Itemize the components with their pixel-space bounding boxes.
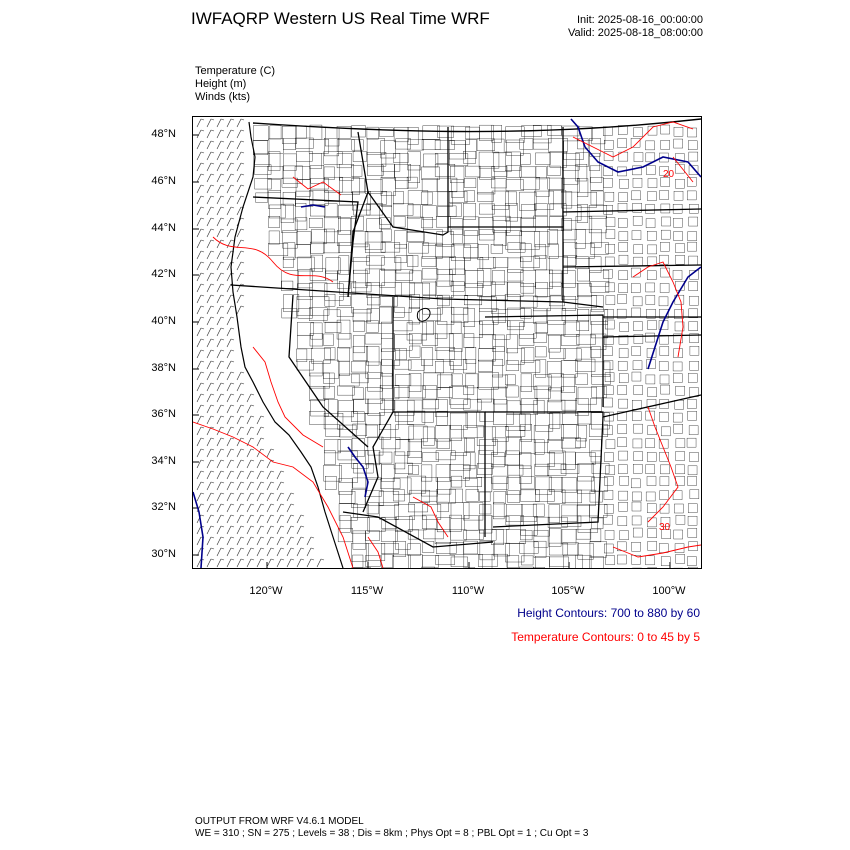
plot-title: IWFAQRP Western US Real Time WRF <box>191 9 490 28</box>
great-salt-lake <box>417 308 430 321</box>
field-winds: Winds (kts) <box>195 91 250 103</box>
lon-ticks <box>267 562 670 568</box>
field-temperature: Temperature (C) <box>195 65 276 77</box>
lon-label-115: 115°W <box>350 585 384 597</box>
map-plot <box>192 116 702 569</box>
model-config: WE = 310 ; SN = 275 ; Levels = 38 ; Dis = 8km ; Phys Opt = 8 ; PBL Opt = 1 ; Cu Opt = 3 <box>195 828 589 839</box>
contour-label-30: 30 <box>659 522 671 533</box>
lat-label-48: 48°N <box>151 128 176 140</box>
lon-label-105: 105°W <box>551 585 585 597</box>
height-contours <box>193 119 701 568</box>
lat-label-38: 38°N <box>151 362 176 374</box>
lat-label-46: 46°N <box>151 175 176 187</box>
lat-label-42: 42°N <box>151 268 176 280</box>
us-canada-border <box>253 119 701 132</box>
lon-label-100: 100°W <box>652 585 686 597</box>
lat-label-44: 44°N <box>151 222 176 234</box>
lon-label-110: 110°W <box>451 585 485 597</box>
county-borders <box>253 125 699 568</box>
lat-label-32: 32°N <box>151 501 176 513</box>
lat-label-34: 34°N <box>151 455 176 467</box>
temperature-contours-legend: Temperature Contours: 0 to 45 by 5 <box>511 630 700 644</box>
lat-label-40: 40°N <box>151 315 176 327</box>
lat-label-36: 36°N <box>151 408 176 420</box>
lon-label-120: 120°W <box>249 585 283 597</box>
model-info: OUTPUT FROM WRF V4.6.1 MODEL <box>195 816 364 827</box>
init-time: Init: 2025-08-16_00:00:00 <box>577 14 703 26</box>
valid-time: Valid: 2025-08-18_08:00:00 <box>568 27 703 39</box>
height-contours-legend: Height Contours: 700 to 880 by 60 <box>517 606 700 620</box>
lat-label-30: 30°N <box>151 548 176 560</box>
state-borders <box>231 127 701 547</box>
contour-label-20: 20 <box>663 169 675 180</box>
field-height: Height (m) <box>195 78 247 90</box>
